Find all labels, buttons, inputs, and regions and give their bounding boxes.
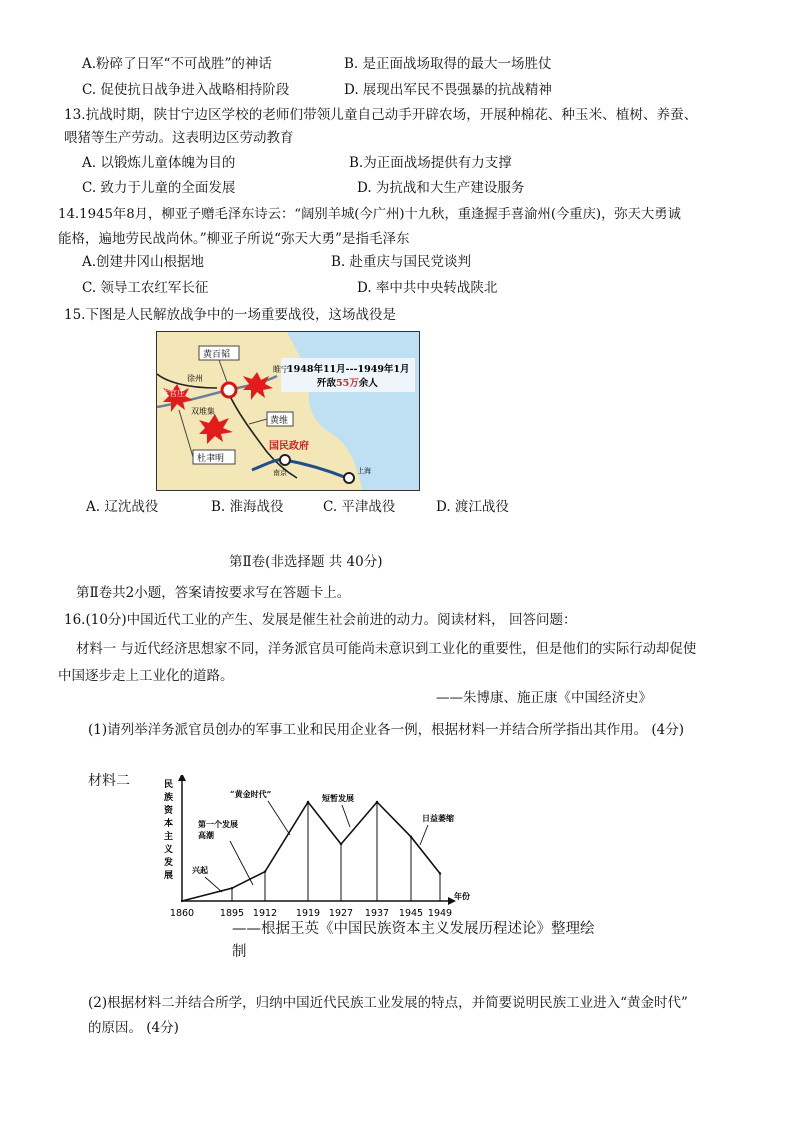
map-label-suiyi: 睢宁	[273, 365, 289, 374]
q12-option-b: B. 是正面战场取得的最大一场胜仗	[344, 56, 552, 72]
battle-map-svg	[157, 332, 419, 490]
map-note-post: 余人	[358, 378, 378, 389]
q15-option-a: A. 辽沈战役	[86, 499, 159, 515]
y-axis-label-char: 发	[164, 858, 174, 868]
q16-stem: 16.(10分)中国近代工业的产生、发展是催生社会前进的动力。阅读材料， 回答问题：	[64, 612, 577, 628]
map-label-huangwei: 黄维	[270, 416, 289, 426]
data-point	[231, 887, 233, 889]
x-axis-label: 年份	[454, 891, 470, 901]
annotation-pointer	[268, 801, 290, 835]
section2-title: 第Ⅱ卷(非选择题 共 40分)	[229, 554, 383, 570]
map-label-shuangduiji: 双堆集	[191, 407, 215, 416]
x-tick-label: 1937	[364, 908, 390, 919]
nanjing-marker	[280, 455, 290, 465]
x-tick-label: 1895	[219, 908, 245, 919]
q14-option-a: A.创建井冈山根据地	[82, 254, 205, 270]
q16-material2-source-1: ——根据王英《中国民族资本主义发展历程述论》整理绘	[232, 921, 595, 937]
y-axis-label-char: 本	[164, 819, 174, 829]
data-point	[410, 836, 412, 838]
q14-stem-2: 能格，遍地劳民战尚休。”柳亚子所说“弥天大勇”是指毛泽东	[58, 231, 410, 247]
data-point	[340, 843, 342, 845]
q15-stem: 15.下图是人民解放战争中的一场重要战役，这场战役是	[64, 307, 396, 323]
data-point	[376, 801, 378, 803]
q16-material2-label: 材料二	[88, 773, 130, 789]
y-axis-label-char: 民	[164, 780, 174, 790]
series-line	[182, 802, 440, 901]
annotation-pointer	[420, 825, 428, 845]
q13-stem-2: 喂猪等生产劳动。这表明边区劳动教育	[64, 130, 294, 146]
y-axis-arrow	[178, 775, 186, 781]
y-axis-label-char: 资	[164, 806, 174, 816]
q14-option-d: D. 率中共中央转战陕北	[357, 280, 498, 296]
annotation-label: 高潮	[198, 830, 214, 840]
huaihai-battle-map	[156, 331, 420, 491]
q16-sub2-line1: (2)根据材料二并结合所学，归纳中国近代民族工业发展的特点，并简要说明民族工业进入“黄金时代”	[88, 995, 688, 1011]
q12-option-a: A.粉碎了日军“不可战胜”的神话	[82, 56, 272, 72]
x-tick-label: 1949	[427, 908, 453, 919]
data-point	[181, 900, 183, 902]
annotation-pointer	[230, 841, 253, 885]
map-note-num: 55万	[336, 378, 359, 389]
annotation-pointer	[342, 805, 350, 827]
y-axis-label-char: 族	[164, 793, 174, 803]
data-point	[307, 801, 309, 803]
x-tick-label: 1945	[398, 908, 424, 919]
q16-material1-source: ——朱博康、施正康《中国经济史》	[436, 690, 652, 706]
q13-option-d: D. 为抗战和大生产建设服务	[357, 180, 525, 196]
section2-instruction: 第Ⅱ卷共2小题，答案请按要求写在答题卡上。	[76, 585, 351, 601]
map-note-line2	[317, 377, 378, 389]
x-tick-label: 1927	[328, 908, 354, 919]
q12-option-c: C. 促使抗日战争进入战略相持阶段	[82, 82, 290, 98]
y-axis-label-char: 展	[164, 871, 174, 881]
xuzhou-siege-circle	[222, 383, 236, 397]
x-tick-label: 1860	[169, 908, 195, 919]
annotation-label: 日益萎缩	[422, 813, 454, 823]
q14-stem-1: 14.1945年8月，柳亚子赠毛泽东诗云：“阔别羊城(今广州)十九秋，重逢握手喜渝州(今重庆)，弥天大勇诚	[58, 207, 681, 222]
shanghai-marker	[344, 473, 354, 483]
q12-option-d: D. 展现出军民不畏强暴的抗战精神	[344, 82, 552, 98]
map-label-nanjing: 南京	[273, 469, 287, 477]
map-label-gov: 国民政府	[269, 441, 309, 452]
q13-option-a: A. 以锻炼儿童体魄为目的	[82, 155, 236, 171]
q14-option-b: B. 赴重庆与国民党谈判	[331, 254, 472, 270]
national-capitalism-chart	[150, 775, 480, 925]
q14-option-c: C. 领导工农红军长征	[82, 280, 209, 296]
annotation-label: “黄金时代”	[230, 789, 272, 799]
map-label-shanghai: 上海	[357, 467, 371, 475]
q13-option-c: C. 致力于儿童的全面发展	[82, 180, 236, 196]
y-axis-label-char: 主	[164, 832, 174, 842]
chart-svg	[150, 775, 480, 925]
q15-option-b: B. 淮海战役	[211, 499, 284, 515]
x-tick-label: 1919	[295, 908, 321, 919]
annotation-label: 兴起	[192, 865, 208, 875]
data-point	[264, 870, 266, 872]
data-point	[439, 872, 441, 874]
map-note-line1: 1948年11月---1949年1月	[287, 364, 410, 375]
q13-stem-1: 13.抗战时期，陕甘宁边区学校的老师们带领儿童自己动手开辟农场，开展种棉花、种玉米、植树、养蚕、	[64, 107, 698, 123]
q15-option-d: D. 渡江战役	[436, 499, 509, 515]
q16-material1-line1: 材料一 与近代经济思想家不同，洋务派官员可能尚未意识到工业化的重要性，但是他们的实际行动却促使	[76, 642, 697, 657]
annotation-pointer	[205, 877, 222, 892]
map-note-pre: 歼敌	[317, 378, 337, 389]
map-label-chenguanzhuang: 陈官庄	[161, 389, 185, 398]
annotation-label: 第一个发展	[198, 819, 238, 829]
q15-option-c: C. 平津战役	[323, 499, 396, 515]
q16-material1-line2: 中国逐步走上工业化的道路。	[58, 668, 234, 684]
q16-sub2-line2: 的原因。 (4分)	[88, 1020, 179, 1036]
q16-material2-source-2: 制	[232, 944, 247, 960]
annotation-label: 短暂发展	[322, 793, 354, 803]
q13-option-b: B.为正面战场提供有力支撑	[349, 155, 512, 171]
x-tick-label: 1912	[252, 908, 278, 919]
y-axis-label-char: 义	[164, 845, 174, 855]
map-label-huangbaitao: 黄百韬	[203, 350, 231, 360]
chart-layer	[163, 775, 470, 919]
map-label-duyuming: 杜聿明	[197, 454, 225, 464]
q16-sub1: (1)请列举洋务派官员创办的军事工业和民用企业各一例，根据材料一并结合所学指出其作用。 (4分)	[88, 722, 685, 738]
map-label-xuzhou: 徐州	[187, 374, 203, 383]
